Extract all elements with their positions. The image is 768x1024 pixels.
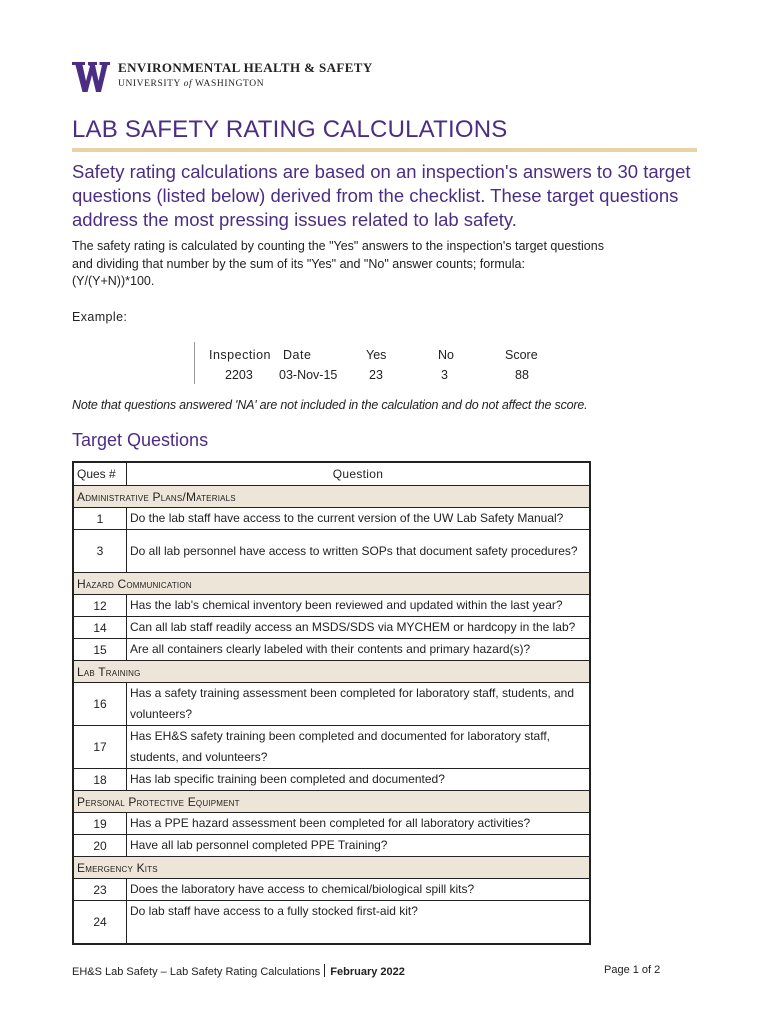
question-text: Has a PPE hazard assessment been completed for all laboratory activities?: [127, 813, 591, 835]
question-number: 18: [73, 769, 127, 791]
column-header-question: Question: [127, 462, 591, 486]
table-row: [73, 639, 590, 661]
footer-page-number: Page 1 of 2: [604, 964, 661, 976]
question-number: 12: [73, 595, 127, 617]
question-text: Has lab specific training been completed and documented?: [127, 769, 591, 791]
question-text: Do all lab personnel have access to written SOPs that document safety procedures?: [127, 530, 591, 573]
category-label: Hazard Communication: [73, 573, 590, 595]
target-questions-heading: Target Questions: [72, 430, 209, 450]
category-row: [73, 486, 590, 508]
question-number: 16: [73, 683, 127, 726]
table-row: [73, 769, 590, 791]
example-table: [194, 342, 555, 384]
example-header-score: Score: [505, 348, 538, 362]
uw-w-logo-icon: [72, 62, 110, 92]
footer-document-info: [72, 964, 405, 978]
category-label: Lab Training: [73, 661, 590, 683]
question-text: Do the lab staff have access to the current version of the UW Lab Safety Manual?: [127, 508, 591, 530]
example-header-yes: Yes: [366, 348, 387, 362]
table-row: [73, 617, 590, 639]
example-value-no: 3: [441, 368, 448, 382]
footer-doc-title: EH&S Lab Safety – Lab Safety Rating Calculations: [72, 966, 321, 978]
question-number: 15: [73, 639, 127, 661]
university-name: UNIVERSITY of WASHINGTON: [118, 79, 265, 89]
na-note: Note that questions answered 'NA' are not included in the calculation and do not affect the score.: [72, 398, 588, 412]
table-row: [73, 595, 590, 617]
table-row: [73, 726, 590, 769]
table-row: [73, 508, 590, 530]
table-row: [73, 901, 590, 945]
question-number: 3: [73, 530, 127, 573]
question-number: 20: [73, 835, 127, 857]
example-value-inspection: 2203: [225, 368, 253, 382]
question-text: Can all lab staff readily access an MSDS/SDS via MYCHEM or hardcopy in the lab?: [127, 617, 591, 639]
category-label: Administrative Plans/Materials: [73, 486, 590, 508]
table-row: [73, 683, 590, 726]
target-questions-table: [72, 461, 591, 945]
org-block: [118, 60, 373, 89]
table-row: [73, 813, 590, 835]
title-divider: [72, 148, 697, 152]
formula-line-1: The safety rating is calculated by counting the "Yes" answers to the inspection's target questions: [72, 239, 604, 253]
formula-paragraph: [72, 238, 697, 291]
category-row: [73, 573, 590, 595]
table-header-row: [73, 462, 590, 486]
question-number: 19: [73, 813, 127, 835]
column-header-ques-num: Ques #: [73, 462, 127, 486]
category-row: [73, 661, 590, 683]
question-text: Has a safety training assessment been completed for laboratory staff, students, and volunteers?: [127, 683, 591, 726]
category-row: [73, 791, 590, 813]
category-row: [73, 857, 590, 879]
example-header-date: Date: [283, 348, 312, 362]
question-number: 23: [73, 879, 127, 901]
example-header-no: No: [438, 348, 454, 362]
question-text: Has the lab's chemical inventory been reviewed and updated within the last year?: [127, 595, 591, 617]
footer-separator: [324, 964, 325, 977]
footer-date: February 2022: [330, 966, 405, 978]
example-value-yes: 23: [369, 368, 383, 382]
lead-paragraph: Safety rating calculations are based on an inspection's answers to 30 target questions (listed below) derived from the checklist. These target questions address the most pressing issues related to lab safety.: [72, 161, 691, 230]
formula-line-3: (Y/(Y+N))*100.: [72, 274, 155, 288]
question-number: 14: [73, 617, 127, 639]
page-title: LAB SAFETY RATING CALCULATIONS: [72, 116, 508, 143]
question-number: 17: [73, 726, 127, 769]
table-row: [73, 530, 590, 573]
example-value-date: 03-Nov-15: [279, 368, 338, 382]
example-header-inspection: Inspection: [209, 348, 271, 362]
question-text: Do lab staff have access to a fully stocked first-aid kit?: [127, 901, 591, 945]
org-name: ENVIRONMENTAL HEALTH & SAFETY: [118, 60, 373, 75]
question-text: Does the laboratory have access to chemical/biological spill kits?: [127, 879, 591, 901]
table-row: [73, 835, 590, 857]
question-number: 1: [73, 508, 127, 530]
question-number: 24: [73, 901, 127, 945]
example-value-score: 88: [515, 368, 529, 382]
category-label: Personal Protective Equipment: [73, 791, 590, 813]
category-label: Emergency Kits: [73, 857, 590, 879]
question-text: Are all containers clearly labeled with their contents and primary hazard(s)?: [127, 639, 591, 661]
question-text: Has EH&S safety training been completed and documented for laboratory staff, students, and volunteers?: [127, 726, 591, 769]
formula-line-2: and dividing that number by the sum of its "Yes" and "No" answer counts; formula:: [72, 256, 525, 271]
question-text: Have all lab personnel completed PPE Training?: [127, 835, 591, 857]
example-label: Example:: [72, 310, 128, 324]
table-row: [73, 879, 590, 901]
